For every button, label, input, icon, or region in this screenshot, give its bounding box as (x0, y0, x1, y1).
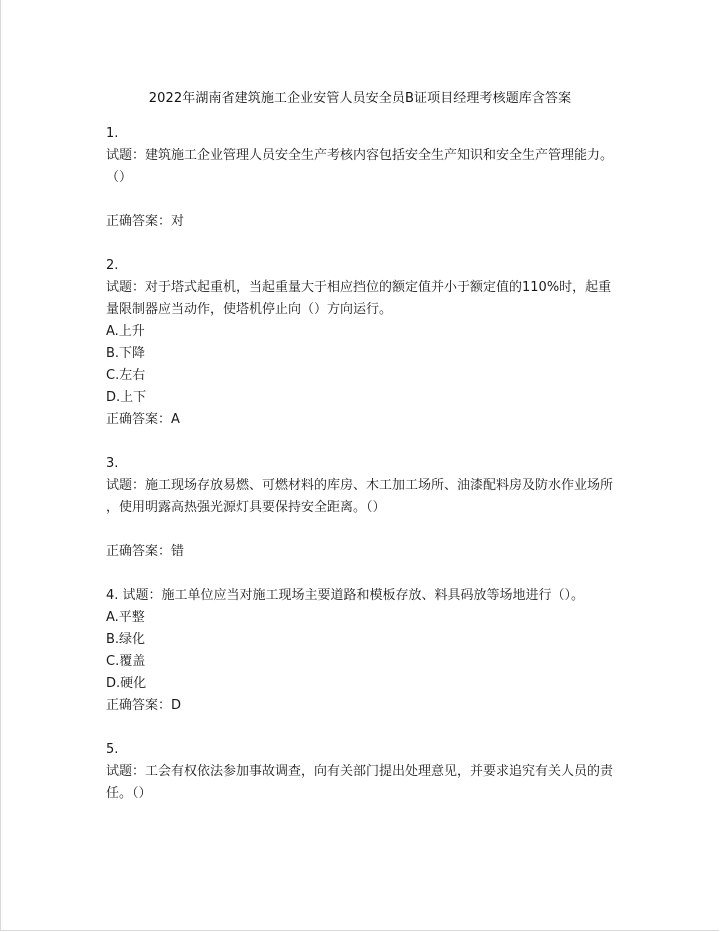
answer: 正确答案：对 (106, 214, 185, 229)
option-d: D.上下 (106, 390, 147, 405)
question-text-line: 试题：建筑施工企业管理人员安全生产考核内容包括安全生产知识和安全生产管理能力。 (106, 148, 614, 163)
question-text-line: （） (106, 170, 133, 185)
option-c: C.左右 (106, 368, 146, 383)
question-text-line: 试题：施工现场存放易燃、可燃材料的库房、木工加工场所、油漆配料房及防水作业场所 (106, 478, 614, 493)
question-number: 3. (106, 456, 119, 471)
question-text-line: 试题：工会有权依法参加事故调查，向有关部门提出处理意见，并要求追究有关人员的责 (106, 764, 614, 779)
answer: 正确答案：A (106, 412, 180, 427)
question-1 (106, 123, 616, 233)
question-text-line: ，使用明露高热强光源灯具要保持安全距离。（） (106, 500, 386, 515)
question-list (106, 123, 616, 805)
question-text-line: 试题：对于塔式起重机，当起重量大于相应挡位的额定值并小于额定值的110%时，起重 (106, 280, 612, 295)
question-number: 1. (106, 126, 119, 141)
question-number: 2. (106, 258, 119, 273)
option-c: C.覆盖 (106, 654, 146, 669)
question-text-line: 试题：施工单位应当对施工现场主要道路和模板存放、料具码放等场地进行（）。 (122, 588, 585, 603)
question-3 (106, 453, 616, 563)
option-b: B.下降 (106, 346, 146, 361)
document-title: 2022年湖南省建筑施工企业安管人员安全员B证项目经理考核题库含答案 (148, 91, 572, 106)
question-2 (106, 255, 616, 431)
option-a: A.平整 (106, 610, 145, 625)
option-a: A.上升 (106, 324, 145, 339)
option-b: B.绿化 (106, 632, 146, 647)
question-number: 5. (106, 742, 119, 757)
question-text-line: 量限制器应当动作，使塔机停止向（）方向运行。 (106, 302, 393, 317)
question-5 (106, 739, 616, 805)
answer: 正确答案：D (106, 698, 182, 713)
answer: 正确答案：错 (106, 544, 185, 559)
question-4 (106, 585, 616, 717)
question-number: 4. (106, 588, 123, 603)
question-text-line: 任。（） (106, 786, 152, 801)
question-4-first-line (106, 585, 616, 607)
option-d: D.硬化 (106, 676, 147, 691)
